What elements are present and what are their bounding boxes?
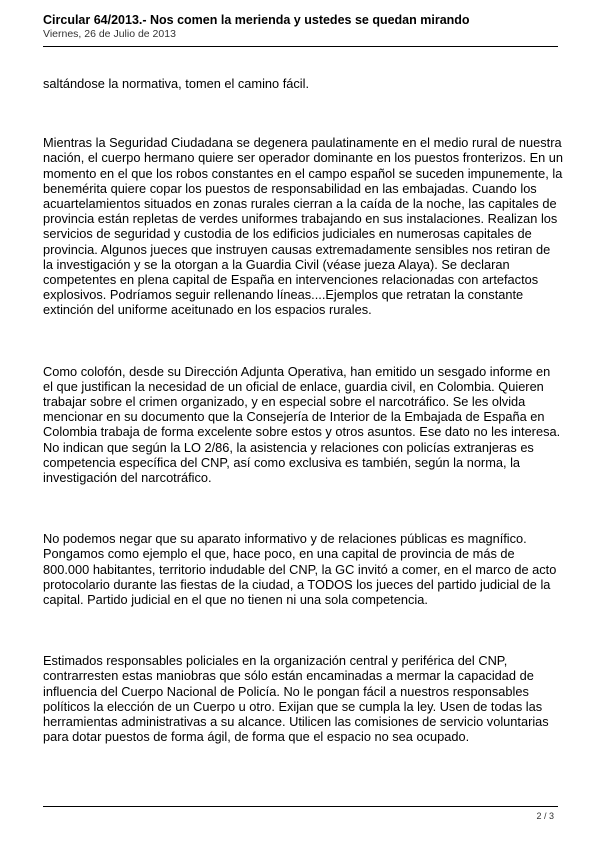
paragraph-3: Como colofón, desde su Dirección Adjunta Operativa, han emitido un sesgado informe en el que justifican la necesidad de un oficial de enlace, guardia civil, en Colombia. Quieren trabajar sobre el crimen organizado, y en especial sobre el narcotráfico. Se les olvida mencionar en su documento que la Consejería de Interior de la Embajada de España en Colombia trabaja de forma excelente sobre estos y otros asuntos. Ese dato no les interesa. No indican que según la LO 2/86, la asistencia y relaciones con policías extranjeras es competencia específica del CNP, así como exclusiva es también, según la norma, la investigación del narcotráfico. — [43, 363, 561, 486]
document-date: Viernes, 26 de Julio de 2013 — [43, 28, 176, 40]
footer-divider — [43, 806, 558, 807]
paragraph-2: Mientras la Seguridad Ciudadana se degenera paulatinamente en el medio rural de nuestra nación, el cuerpo hermano quiere ser operador dominante en los puestos fronterizos. En un momento en el que los robos constantes en el campo español se suceden impunemente, la benemérita quiere copar los puestos de responsabilidad en las embajadas. Cuando los acuartelamientos situados en zonas rurales cierran a la caída de la noche, las capitales de provincia están repletas de verdes uniformes trabajando en sus instalaciones. Realizan los servicios de seguridad y custodia de los edificios judiciales en numerosas capitales de provincia. Algunos jueces que instruyen causas extremadamente sensibles nos retiran de la investigación y se la otorgan a la Guardia Civil (véase jueza Alaya). Se declaran competentes en plena capital de España en intervenciones relacionadas con artefactos explosivos. Podríamos seguir rellenando líneas....Ejemplos que retratan la constante extinción del uniforme aceitunado en los espacios rurales. — [43, 135, 564, 318]
document-body — [43, 76, 563, 745]
paragraph-5: Estimados responsables policiales en la organización central y periférica del CNP, contrarresten estas maniobras que sólo están encaminadas a mermar la capacidad de influencia del Cuerpo Nacional de Policía. No le pongan fácil a nuestros responsables políticos la elección de un Cuerpo u otro. Exijan que se cumpla la ley. Usen de todas las herramientas administrativas a su alcance. Utilicen las comisiones de servicio voluntarias para dotar puestos de forma ágil, de forma que el espacio no sea ocupado. — [43, 653, 549, 745]
document-title: Circular 64/2013.- Nos comen la merienda y ustedes se quedan mirando — [43, 13, 470, 27]
page-number: 2 / 3 — [536, 811, 554, 821]
header-divider — [43, 46, 558, 47]
paragraph-4: No podemos negar que su aparato informativo y de relaciones públicas es magnífico. Pongamos como ejemplo el que, hace poco, en una capital de provincia de más de 800.000 habitantes, territorio indudable del CNP, la GC invitó a comer, en el marco de acto protocolario durante las fiestas de la ciudad, a TODOS los jueces del partido judicial de la capital. Partido judicial en el que no tienen ni una sola competencia. — [43, 531, 557, 608]
page-header — [43, 12, 558, 41]
paragraph-1: saltándose la normativa, tomen el camino fácil. — [43, 76, 310, 91]
